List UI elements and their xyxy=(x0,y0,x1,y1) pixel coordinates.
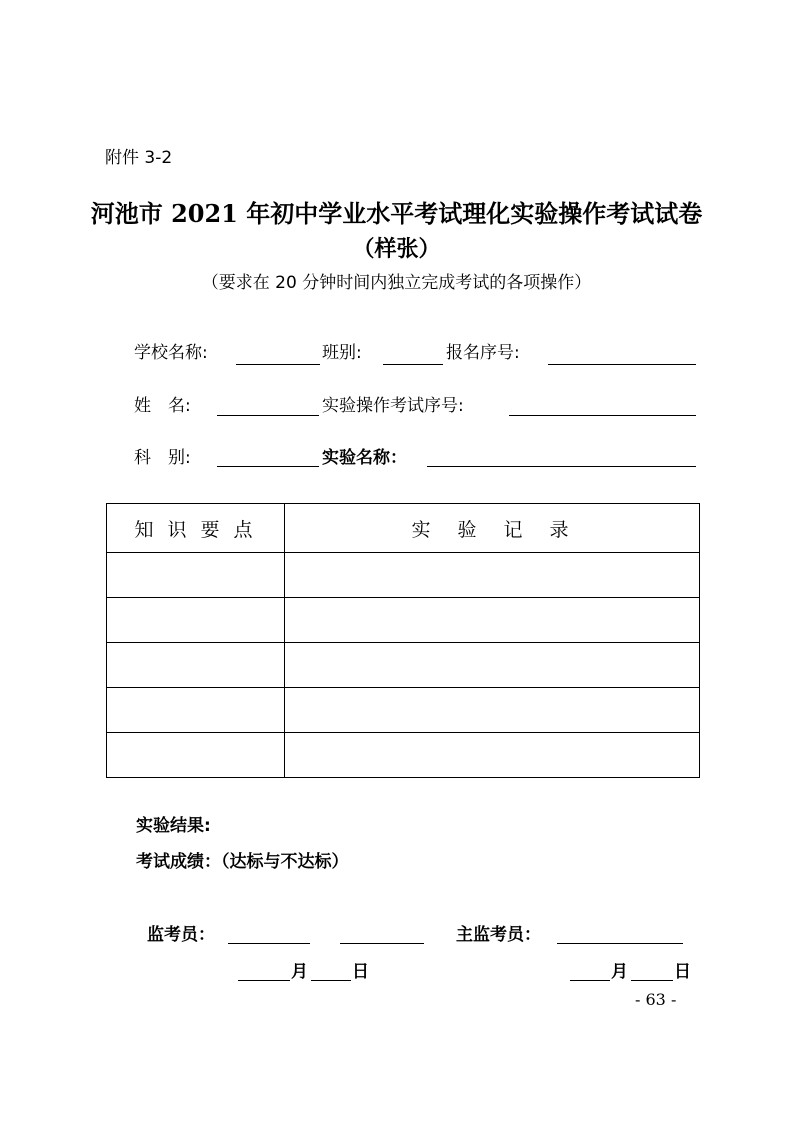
table-cell[interactable] xyxy=(107,598,285,643)
table-cell[interactable] xyxy=(285,688,700,733)
instruction-note: （要求在 20 分钟时间内独立完成考试的各项操作） xyxy=(201,273,592,293)
record-table xyxy=(106,503,700,778)
school-label: 学校名称: xyxy=(134,343,208,363)
exam-seq-blank[interactable] xyxy=(509,415,696,416)
reg-no-blank[interactable] xyxy=(548,364,696,365)
day-label-right: 日 xyxy=(674,962,691,982)
table-cell[interactable] xyxy=(107,643,285,688)
day-blank-left[interactable] xyxy=(311,980,351,981)
experiment-name-label: 实验名称： xyxy=(322,448,407,468)
result-label: 实验结果: xyxy=(136,816,211,836)
table-row xyxy=(107,598,700,643)
header-experiment-record: 实 验 记 录 xyxy=(285,504,700,553)
name-label: 姓 名: xyxy=(134,396,191,416)
month-label-right: 月 xyxy=(611,962,628,982)
name-blank[interactable] xyxy=(217,415,319,416)
month-blank-right[interactable] xyxy=(570,980,610,981)
table-cell[interactable] xyxy=(107,553,285,598)
table-row xyxy=(107,688,700,733)
day-blank-right[interactable] xyxy=(631,980,673,981)
table-cell[interactable] xyxy=(285,553,700,598)
experiment-name-blank[interactable] xyxy=(427,466,696,467)
class-blank[interactable] xyxy=(383,364,443,365)
table-cell[interactable] xyxy=(285,643,700,688)
table-cell[interactable] xyxy=(107,733,285,778)
page-number: - 63 - xyxy=(635,990,677,1009)
subject-label: 科 别: xyxy=(134,448,191,468)
day-label-left: 日 xyxy=(352,962,369,982)
header-knowledge-points: 知 识 要 点 xyxy=(107,504,285,553)
document-title: 河池市 2021 年初中学业水平考试理化实验操作考试试卷 xyxy=(90,199,703,228)
table-cell[interactable] xyxy=(107,688,285,733)
proctor-label: 监考员： xyxy=(147,925,215,945)
proctor-blank-1[interactable] xyxy=(228,943,310,944)
reg-no-label: 报名序号: xyxy=(446,343,520,363)
table-row xyxy=(107,553,700,598)
chief-proctor-label: 主监考员： xyxy=(456,925,541,945)
score-label: 考试成绩：（达标与不达标） xyxy=(136,852,349,872)
class-label: 班别: xyxy=(322,343,362,363)
school-blank[interactable] xyxy=(236,364,320,365)
proctor-blank-2[interactable] xyxy=(340,943,424,944)
table-cell[interactable] xyxy=(285,598,700,643)
table-row xyxy=(107,643,700,688)
subject-blank[interactable] xyxy=(217,466,319,467)
exam-seq-label: 实验操作考试序号: xyxy=(322,396,464,416)
document-subtitle: （样张） xyxy=(352,236,441,262)
month-blank-left[interactable] xyxy=(238,980,290,981)
chief-proctor-blank[interactable] xyxy=(557,943,683,944)
table-header-row xyxy=(107,504,700,553)
table-cell[interactable] xyxy=(285,733,700,778)
table-row xyxy=(107,733,700,778)
attachment-label: 附件 3-2 xyxy=(105,148,173,168)
month-label-left: 月 xyxy=(291,962,308,982)
